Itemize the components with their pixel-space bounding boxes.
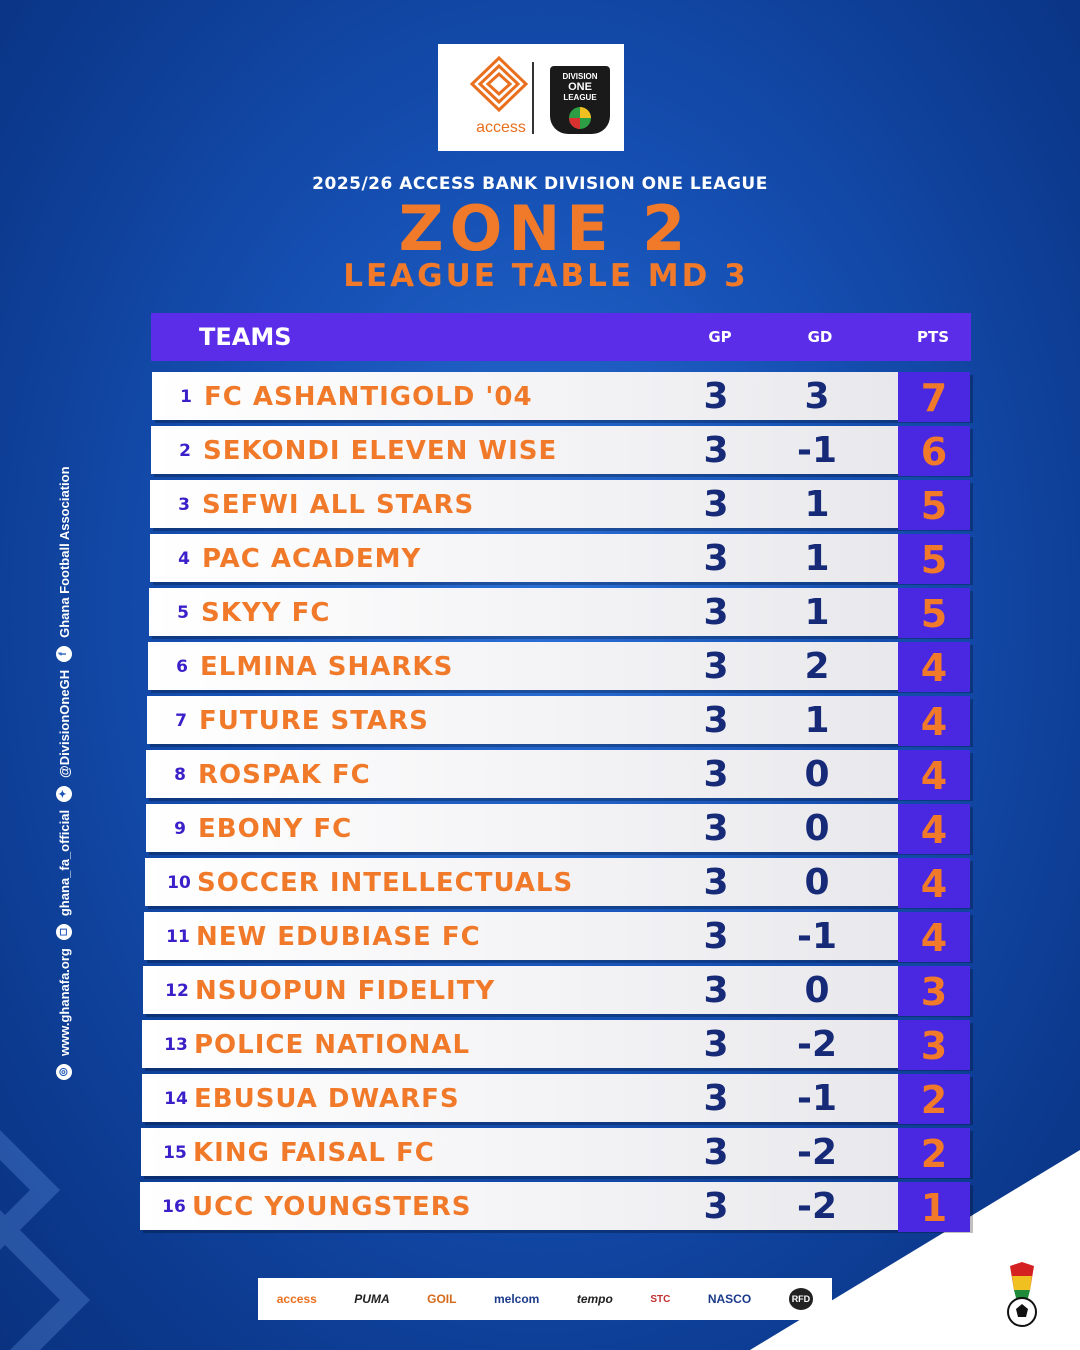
- row-team-name: EBUSUA DWARFS: [194, 1084, 460, 1114]
- sponsor-goil: GOIL: [427, 1292, 457, 1306]
- header-gd: GD: [807, 328, 833, 346]
- row-pts: 4: [898, 642, 970, 692]
- header-pts: PTS: [916, 328, 950, 346]
- row-position: 8: [174, 765, 186, 785]
- row-pts: 4: [898, 804, 970, 854]
- access-bank-logo: [454, 54, 544, 144]
- row-position: 1: [180, 387, 192, 407]
- row-position: 15: [163, 1143, 187, 1163]
- table-row: [140, 1182, 970, 1230]
- row-gp: 3: [703, 970, 729, 1011]
- table-row: [151, 426, 970, 474]
- table-row: [142, 1020, 970, 1068]
- sponsor-strip: [258, 1278, 832, 1320]
- row-pts: 4: [898, 912, 970, 962]
- row-pts: 4: [898, 750, 970, 800]
- row-team-name: SOCCER INTELLECTUALS: [197, 868, 574, 898]
- row-team-name: SKYY FC: [201, 598, 331, 628]
- row-position: 3: [178, 495, 190, 515]
- row-gd: 0: [804, 808, 830, 849]
- table-row: [152, 372, 970, 420]
- table-row: [149, 588, 970, 636]
- row-gp: 3: [703, 484, 729, 525]
- row-team-name: ELMINA SHARKS: [200, 652, 454, 682]
- row-position: 9: [174, 819, 186, 839]
- sponsor-stc: STC: [650, 1293, 671, 1305]
- dol-line-2: ONE: [568, 81, 592, 93]
- row-team-name: UCC YOUNGSTERS: [192, 1192, 472, 1222]
- row-pts: 2: [898, 1128, 970, 1178]
- row-pts: 7: [898, 372, 970, 422]
- row-gp: 3: [703, 1078, 729, 1119]
- row-gp: 3: [703, 430, 729, 471]
- row-gp: 3: [703, 1132, 729, 1173]
- sponsor-logo-card: [438, 44, 624, 151]
- row-gd: -2: [797, 1132, 837, 1173]
- row-gd: 1: [804, 484, 830, 525]
- row-gp: 3: [703, 376, 729, 417]
- table-row: [150, 534, 970, 582]
- row-gd: 0: [804, 862, 830, 903]
- row-position: 10: [167, 873, 191, 893]
- header-teams: TEAMS: [199, 323, 292, 351]
- row-position: 5: [177, 603, 189, 623]
- season-subtitle: 2025/26 ACCESS BANK DIVISION ONE LEAGUE: [312, 174, 768, 194]
- division-one-league-logo: [550, 66, 610, 134]
- row-gp: 3: [703, 538, 729, 579]
- row-position: 2: [179, 441, 191, 461]
- row-team-name: EBONY FC: [198, 814, 353, 844]
- sponsor-access: access: [276, 1292, 317, 1306]
- row-team-name: PAC ACADEMY: [202, 544, 422, 574]
- row-gd: 0: [804, 754, 830, 795]
- row-team-name: NEW EDUBIASE FC: [196, 922, 481, 952]
- row-pts: 1: [898, 1182, 970, 1232]
- row-gd: 1: [804, 592, 830, 633]
- row-gd: 2: [804, 646, 830, 687]
- table-row: [144, 912, 970, 960]
- sponsor-rfd: RFD: [789, 1288, 814, 1310]
- row-gd: -1: [797, 1078, 837, 1119]
- row-gp: 3: [703, 700, 729, 741]
- dol-line-1: DIVISION: [562, 72, 598, 81]
- social-handles: [44, 420, 84, 1080]
- website-text: www.ghanafa.org: [56, 948, 72, 1056]
- instagram-text: ghana_fa_official: [56, 809, 72, 917]
- sponsor-nasco: NASCO: [707, 1292, 752, 1306]
- instagram-icon: ◻: [56, 924, 72, 940]
- row-pts: 3: [898, 1020, 970, 1070]
- table-row: [148, 642, 970, 690]
- table-row: [146, 804, 970, 852]
- row-gd: -2: [797, 1024, 837, 1065]
- row-team-name: SEKONDI ELEVEN WISE: [203, 436, 558, 466]
- row-position: 14: [164, 1089, 188, 1109]
- table-row: [143, 966, 970, 1014]
- row-gp: 3: [703, 862, 729, 903]
- row-gd: 3: [804, 376, 830, 417]
- sponsor-melcom: melcom: [493, 1292, 540, 1306]
- table-row: [150, 480, 970, 528]
- table-row: [142, 1074, 970, 1122]
- sponsor-tempo: tempo: [576, 1292, 613, 1306]
- globe-icon: ◎: [56, 1064, 72, 1080]
- row-pts: 5: [898, 480, 970, 530]
- row-gp: 3: [703, 1186, 729, 1227]
- access-wordmark: access: [476, 119, 526, 136]
- row-pts: 4: [898, 696, 970, 746]
- table-row: [147, 696, 970, 744]
- row-position: 16: [162, 1197, 186, 1217]
- row-gp: 3: [703, 1024, 729, 1065]
- row-team-name: SEFWI ALL STARS: [202, 490, 475, 520]
- access-diamond-icon: [464, 54, 534, 114]
- row-gd: -2: [797, 1186, 837, 1227]
- row-gd: -1: [797, 430, 837, 471]
- twitter-icon: ✦: [56, 786, 72, 802]
- row-pts: 3: [898, 966, 970, 1016]
- sponsor-puma: PUMA: [354, 1292, 390, 1306]
- row-gp: 3: [703, 754, 729, 795]
- row-team-name: POLICE NATIONAL: [194, 1030, 471, 1060]
- gfa-crest-icon: [990, 1262, 1054, 1342]
- row-pts: 2: [898, 1074, 970, 1124]
- row-gd: -1: [797, 916, 837, 957]
- row-team-name: KING FAISAL FC: [193, 1138, 435, 1168]
- row-pts: 6: [898, 426, 970, 476]
- row-team-name: FC ASHANTIGOLD '04: [204, 382, 533, 412]
- row-pts: 5: [898, 534, 970, 584]
- row-gd: 1: [804, 700, 830, 741]
- logo-divider: [532, 62, 534, 134]
- facebook-text: Ghana Football Association: [56, 466, 72, 638]
- row-gd: 0: [804, 970, 830, 1011]
- row-position: 6: [176, 657, 188, 677]
- row-position: 12: [165, 981, 189, 1001]
- table-row: [145, 858, 970, 906]
- row-position: 7: [175, 711, 187, 731]
- table-row: [141, 1128, 970, 1176]
- dol-line-3: LEAGUE: [563, 93, 597, 102]
- page-title: ZONE 2: [398, 192, 692, 265]
- row-pts: 4: [898, 858, 970, 908]
- table-row: [146, 750, 970, 798]
- table-header: [151, 313, 971, 361]
- row-team-name: NSUOPUN FIDELITY: [195, 976, 496, 1006]
- gfa-logo: [990, 1262, 1054, 1342]
- header-gp: GP: [708, 328, 732, 346]
- football-icon: [568, 106, 592, 130]
- row-gp: 3: [703, 592, 729, 633]
- row-position: 11: [166, 927, 190, 947]
- row-gp: 3: [703, 808, 729, 849]
- row-gp: 3: [703, 646, 729, 687]
- row-gd: 1: [804, 538, 830, 579]
- page-subtitle: LEAGUE TABLE MD 3: [343, 258, 749, 294]
- facebook-icon: f: [56, 646, 72, 662]
- row-gp: 3: [703, 916, 729, 957]
- row-team-name: FUTURE STARS: [199, 706, 429, 736]
- row-pts: 5: [898, 588, 970, 638]
- twitter-text: @DivisionOneGH: [56, 669, 72, 778]
- row-position: 13: [164, 1035, 188, 1055]
- row-position: 4: [178, 549, 190, 569]
- row-team-name: ROSPAK FC: [198, 760, 371, 790]
